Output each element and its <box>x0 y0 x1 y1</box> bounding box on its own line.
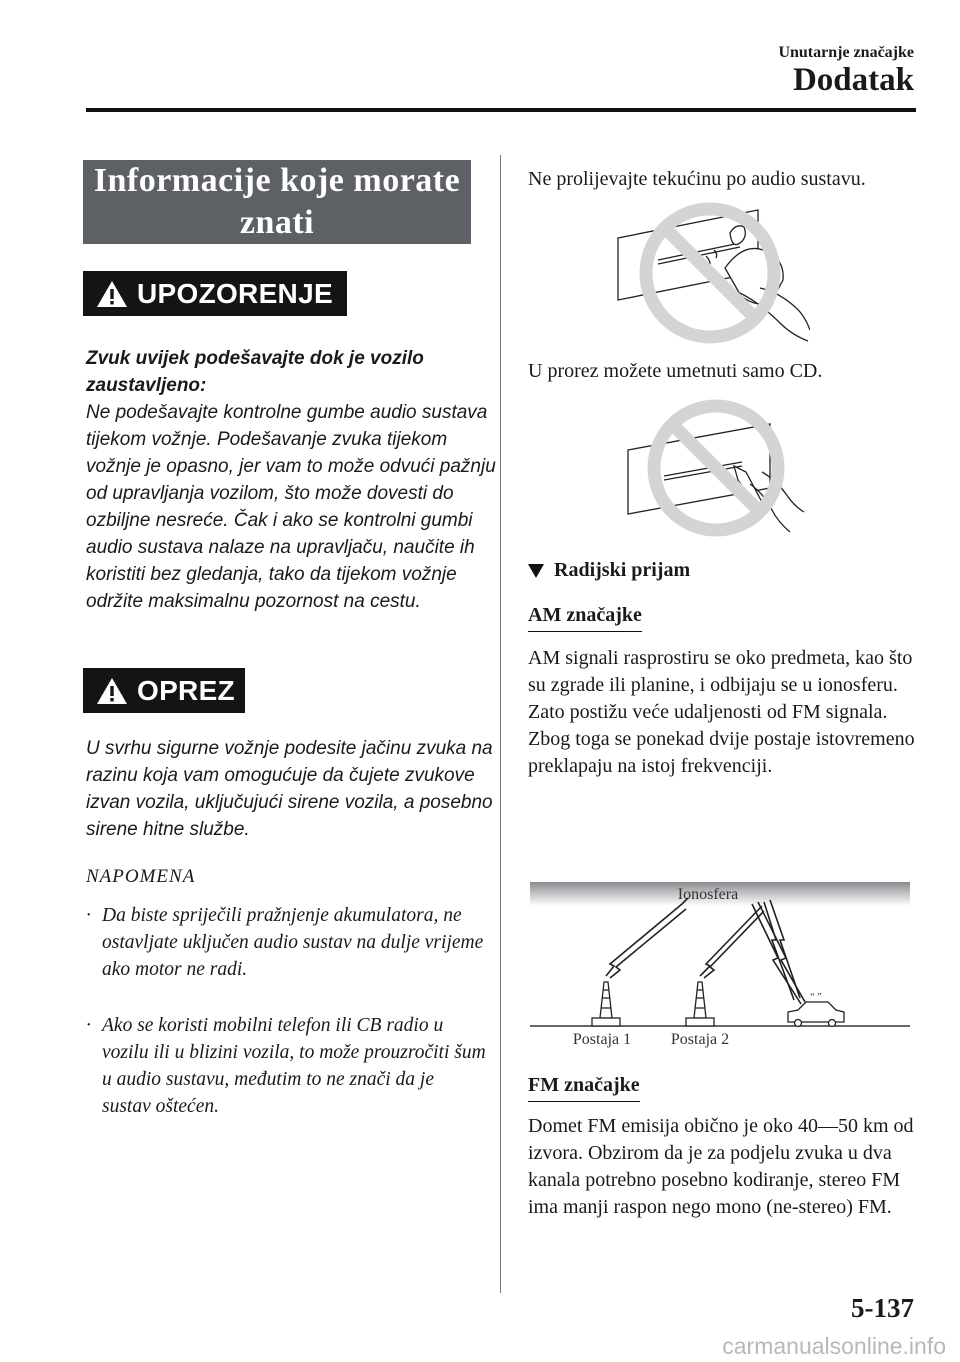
bullet-icon: · <box>86 905 91 926</box>
section-title: Unutarnje značajke <box>778 44 914 61</box>
note-label: NAPOMENA <box>86 866 196 887</box>
cd-only-text: U prorez možete umetnuti samo CD. <box>528 360 823 382</box>
warning-label-box <box>83 271 347 316</box>
radio-reception-heading <box>528 559 690 582</box>
caution-label-box <box>83 668 245 713</box>
note-item-text: Da biste spriječili pražnjenje akumulatora, ne ostavljate uključen audio sustav na dulje vrijeme ako motor ne radi. <box>102 905 484 980</box>
fm-text: Domet FM emisija obično je oko 40―50 km od izvora. Obzirom da je za podjelu zvuka u dva kanala potrebno posebno kodiranje, stereo FM ima manji raspon nego mono (ne-stereo) FM. <box>528 1115 914 1218</box>
chapter-title: Dodatak <box>792 62 914 98</box>
tower-1 <box>592 982 620 1026</box>
note-item-text: Ako se koristi mobilni telefon ili CB radio u vozilu ili u blizini vozila, to može prouzročiti šum u audio sustavu, međutim to ne znači da je sustav oštećen. <box>102 1015 486 1117</box>
note-item <box>86 1012 486 1120</box>
page-title-line-1: Informacije koje morate <box>93 162 461 199</box>
caution-text: U svrhu sigurne vožnje podesite jačinu zvuka na razinu koja vam omogućuje da čujete zvukove izvan vozila, uključujući sirene vozila, a posebno sirene hitne službe. <box>86 738 493 840</box>
bullet-icon: · <box>86 1015 91 1036</box>
station-2-label: Postaja 2 <box>670 1031 730 1048</box>
station-1-label: Postaja 1 <box>572 1031 632 1048</box>
column-divider <box>500 155 501 1293</box>
am-heading: AM značajke <box>528 604 642 632</box>
warning-label: UPOZORENJE <box>137 277 333 309</box>
am-propagation-diagram <box>530 878 912 1050</box>
watermark: carmanualsonline.info <box>722 1333 946 1359</box>
note-item <box>86 902 486 983</box>
warning-lead: Zvuk uvijek podešavajte dok je vozilo zaustavljeno: <box>86 348 424 396</box>
page-number: 5-137 <box>851 1293 914 1323</box>
am-text: AM signali rasprostiru se oko predmeta, kao što su zgrade ili planine, i odbijaju se u ionosferu. Zato postižu veće udaljenosti od FM signala. Zbog toga se ponekad dvije postaje istovremeno preklapaju na istoj frekvenciji. <box>528 647 915 777</box>
radio-reception-title: Radijski prijam <box>554 559 691 581</box>
header-rule <box>86 108 916 112</box>
fm-heading: FM značajke <box>528 1074 640 1102</box>
warning-text <box>86 345 506 615</box>
caution-icon <box>95 676 129 706</box>
no-liquid-illustration <box>610 198 810 348</box>
tower-2 <box>686 982 714 1026</box>
caution-label: OPREZ <box>137 674 235 706</box>
warning-icon <box>95 279 129 309</box>
section-marker-icon <box>528 564 544 578</box>
cd-only-illustration <box>622 392 812 542</box>
page-title-line-2: znati <box>239 204 315 241</box>
page-title-box <box>83 160 471 244</box>
car-icon <box>788 1002 844 1027</box>
ionosphere-label: Ionosfera <box>677 886 739 903</box>
warning-body: Ne podešavajte kontrolne gumbe audio sustava tijekom vožnje. Podešavanje zvuka tijekom vožnje je opasno, jer vam to može odvući pažnju od upravljanja vozilom, što može dovesti do ozbiljne nesreće. Čak i ako se kontrolni gumbi audio sustava nalaze na upravljaču, naučite ih koristiti bez gledanja, tako da tijekom vožnje održite maksimalnu pozornost na cestu. <box>86 402 496 612</box>
svg-text:“ ”: “ ” <box>810 992 822 1003</box>
spill-warning-text: Ne prolijevajte tekućinu po audio sustavu. <box>528 168 866 190</box>
